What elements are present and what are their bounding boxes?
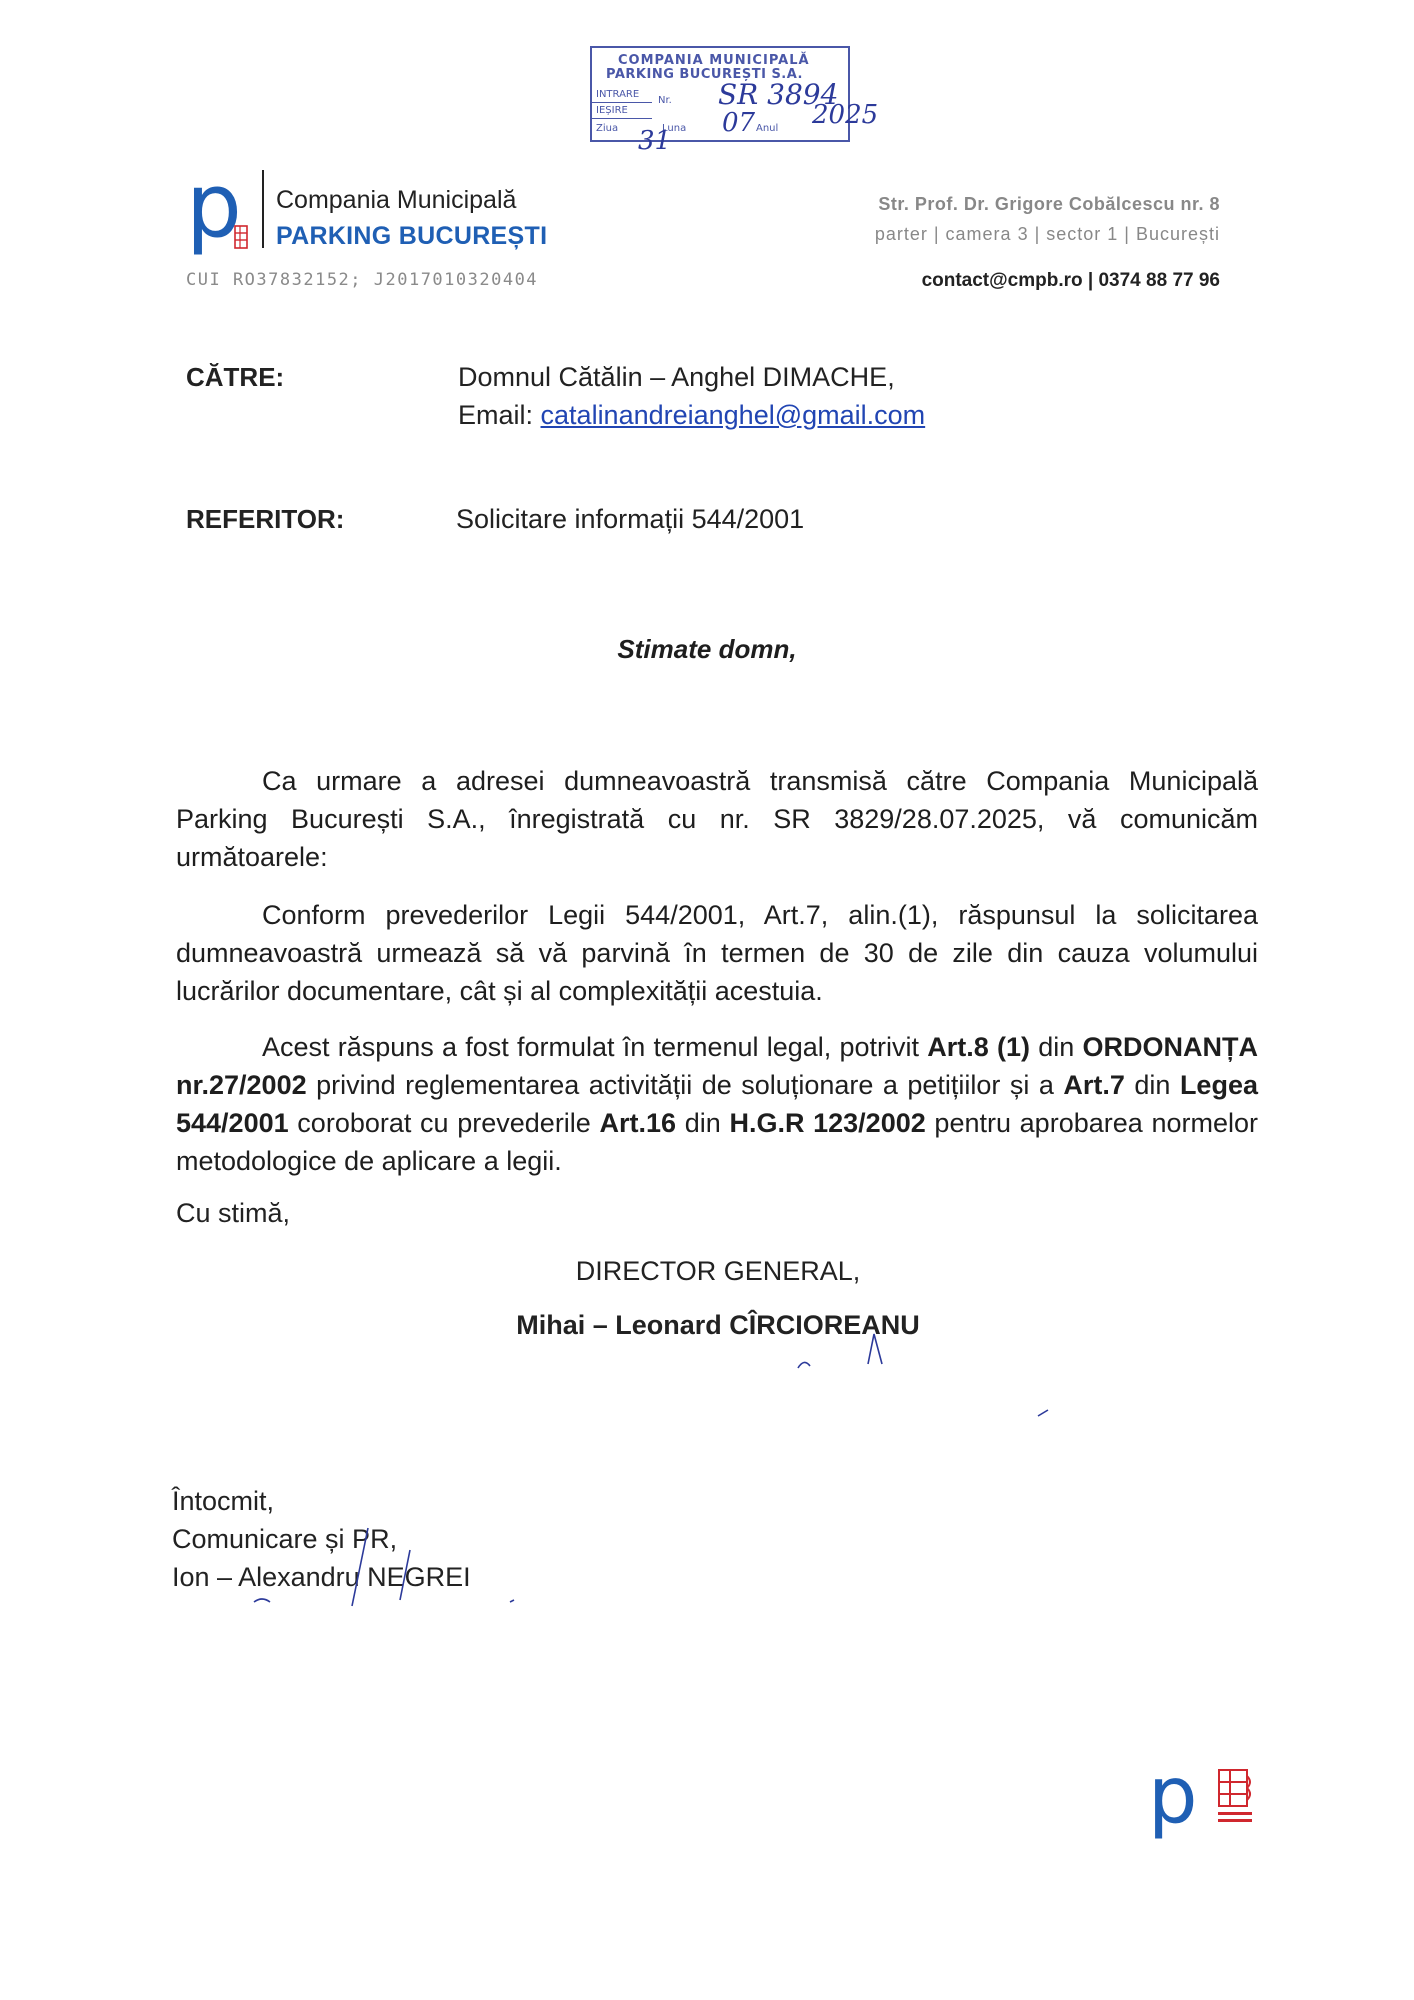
paragraph-1: Ca urmare a adresei dumneavoastră transmisă către Compania Municipală Parking București S.A., înregistrată cu nr. SR 3829/28.07.2025, vă comunicăm următoarele:: [176, 766, 1258, 872]
stamp-handwritten-number: SR 3894: [718, 78, 839, 111]
stamp-label-luna: Luna: [662, 123, 687, 134]
p3-text: coroborat cu prevederile: [288, 1108, 600, 1138]
p3-ref-art7: Art.7: [1063, 1070, 1125, 1100]
preparer-signature-icon: [240, 1520, 540, 1610]
email-label: Email:: [458, 400, 541, 430]
stamp-divider: [592, 102, 652, 103]
stamp-handwritten-year: 2025: [812, 100, 879, 130]
p3-ref-ordonanta: ORDONANȚA nr.27/2002: [176, 1032, 1258, 1100]
stamp-handwritten-month: 07: [722, 108, 756, 138]
signatory-name: Mihai – Leonard CÎRCIOREANU: [516, 1310, 920, 1340]
stamp-line2: PARKING BUCUREȘTI S.A.: [606, 67, 803, 82]
paragraph-2: Conform prevederilor Legii 544/2001, Art.7, alin.(1), răspunsul la solicitarea dumneavoastră urmează să vă parvină în termen de 30 de zile din cauza volumului lucrărilor documentare, cât și al complexității acestuia.: [176, 900, 1258, 1006]
p3-ref-art8: Art.8 (1): [927, 1032, 1031, 1062]
stamp-label-iesire: IEȘIRE: [596, 105, 628, 116]
prepared-department: Comunicare și PR,: [172, 1524, 398, 1554]
stamp-label-intrare: INTRARE: [596, 89, 640, 100]
stamp-label-nr: Nr.: [658, 95, 672, 106]
stamp-label-ziua: Ziua: [596, 123, 619, 134]
footer-logo-letter: p: [1148, 1751, 1198, 1841]
p3-text: pentru aprobarea normelor metodologice de aplicare a legii.: [176, 1108, 1258, 1176]
stamp-line1: COMPANIA MUNICIPALĂ: [618, 53, 810, 68]
stamp-divider: [592, 118, 652, 119]
company-address-line1: Str. Prof. Dr. Grigore Cobălcescu nr. 8: [878, 194, 1220, 214]
p3-text: din: [676, 1108, 730, 1138]
prepared-by-label: Întocmit,: [172, 1486, 275, 1516]
greeting: Stimate domn,: [617, 634, 797, 664]
closing: Cu stimă,: [176, 1198, 291, 1228]
p3-ref-hgr: H.G.R 123/2002: [729, 1108, 926, 1138]
company-contact: contact@cmpb.ro | 0374 88 77 96: [921, 270, 1220, 291]
p3-text: privind reglementarea activității de soluționare a petițiilor și a: [306, 1070, 1064, 1100]
stamp-label-anul: Anul: [756, 123, 779, 134]
company-subtitle: PARKING BUCUREȘTI: [276, 222, 548, 250]
company-registration-ids: CUI RO37832152; J2017010320404: [186, 270, 539, 290]
p3-ref-legea: Legea 544/2001: [176, 1070, 1258, 1138]
recipient-email-link[interactable]: catalinandreianghel@gmail.com: [540, 400, 926, 430]
director-signature-icon: [790, 1320, 910, 1380]
stamp-handwritten-day: 31: [638, 126, 672, 156]
paragraph-3: [176, 1028, 1258, 1180]
company-address-line2: parter | camera 3 | sector 1 | București: [874, 224, 1220, 244]
company-name: Compania Municipală: [276, 186, 517, 214]
subject: Solicitare informații 544/2001: [456, 504, 805, 534]
catre-label: CĂTRE:: [186, 362, 285, 392]
recipient-email-line: [458, 400, 925, 431]
p3-ref-art16: Art.16: [599, 1108, 677, 1138]
p3-text: Acest răspuns a fost formulat în termenul legal, potrivit: [262, 1032, 928, 1062]
company-logo-letter: p: [186, 154, 242, 257]
signature-mark-icon: [1036, 1408, 1052, 1418]
logo-divider: [262, 170, 264, 248]
holding-logo-icon: [234, 224, 248, 250]
referitor-label: REFERITOR:: [186, 504, 345, 534]
p3-text: din: [1030, 1032, 1083, 1062]
prepared-name: Ion – Alexandru NEGREI: [172, 1562, 471, 1592]
holding-bucuresti-logo-icon: [1216, 1768, 1254, 1826]
p3-text: din: [1124, 1070, 1180, 1100]
recipient-name: Domnul Cătălin – Anghel DIMACHE,: [458, 362, 895, 392]
signatory-title: DIRECTOR GENERAL,: [575, 1256, 861, 1286]
